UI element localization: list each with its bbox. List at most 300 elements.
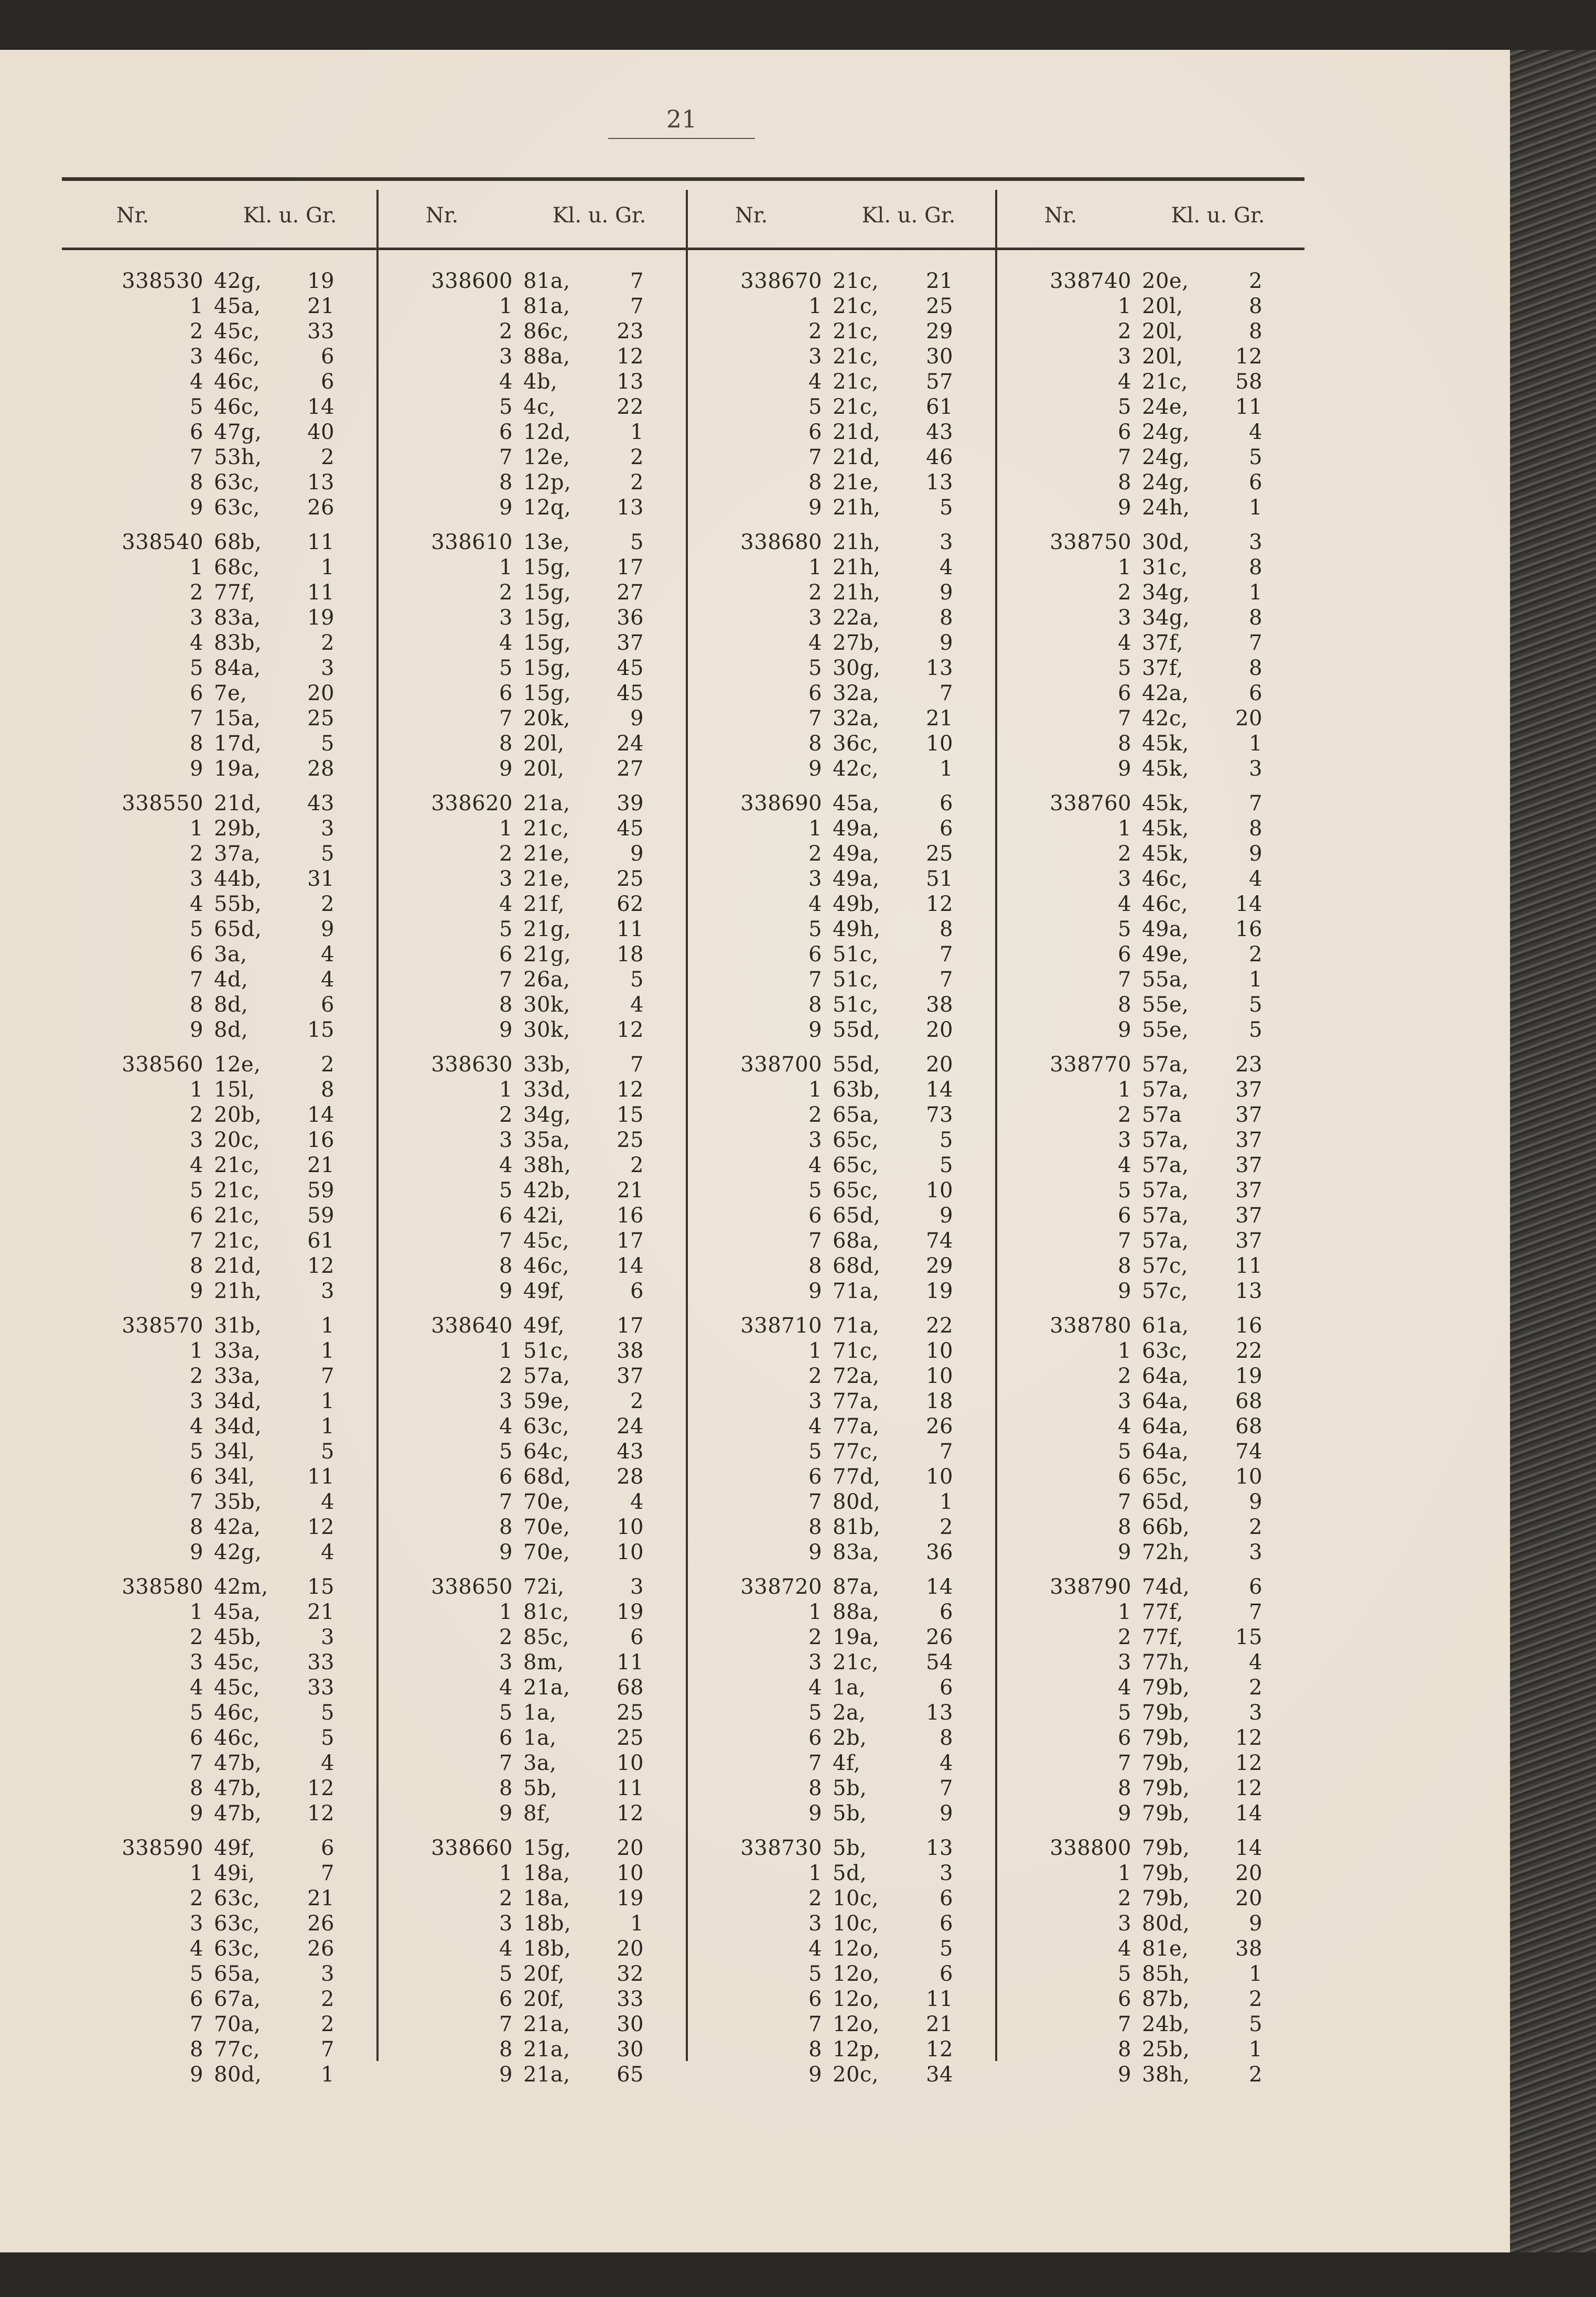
gr-cell: 43 <box>617 1440 644 1464</box>
table-row <box>371 756 681 781</box>
kl-cell: 12o, <box>833 1962 880 1986</box>
kl-cell: 46c, <box>214 345 261 369</box>
table-row <box>681 1540 990 1565</box>
kl-cell: 15g, <box>523 555 571 579</box>
nr-cell: 3 <box>1118 345 1131 369</box>
table-row <box>681 1439 990 1464</box>
nr-cell: 9 <box>1118 757 1131 781</box>
gr-cell: 45 <box>617 681 644 705</box>
gr-cell: 6 <box>940 1886 953 1910</box>
table-row <box>371 1861 681 1886</box>
gr-cell: 26 <box>926 1414 953 1439</box>
kl-cell: 65c, <box>833 1128 879 1152</box>
table-row <box>371 1725 681 1751</box>
gr-cell: 11 <box>617 1650 644 1675</box>
gr-cell: 9 <box>321 917 335 941</box>
kl-cell: 77c, <box>214 2037 261 2062</box>
gr-cell: 34 <box>926 2063 953 2087</box>
kl-cell: 77f, <box>1142 1600 1183 1624</box>
kl-cell: 5b, <box>523 1776 558 1800</box>
kl-cell: 46c, <box>214 370 261 394</box>
nr-cell: 9 <box>190 757 203 781</box>
table-row <box>681 445 990 470</box>
nr-cell: 338720 <box>740 1575 822 1599</box>
nr-cell: 4 <box>499 1414 513 1439</box>
table-row <box>681 1128 990 1153</box>
kl-cell: 88a, <box>523 345 570 369</box>
kl-cell: 21c, <box>833 370 879 394</box>
kl-cell: 55a, <box>1142 968 1189 992</box>
gr-cell: 20 <box>617 1937 644 1961</box>
gr-cell: 38 <box>926 993 953 1017</box>
gr-cell: 6 <box>940 1600 953 1624</box>
nr-cell: 7 <box>190 706 203 731</box>
table-row <box>62 967 371 992</box>
gr-cell: 8 <box>940 917 953 941</box>
gr-cell: 22 <box>926 1314 953 1338</box>
kl-cell: 20l, <box>1142 294 1183 318</box>
kl-cell: 18b, <box>523 1937 571 1961</box>
gr-cell: 12 <box>926 2037 953 2062</box>
kl-cell: 21e, <box>833 470 880 495</box>
kl-cell: 21c, <box>214 1178 261 1203</box>
nr-cell: 8 <box>190 470 203 495</box>
table-row <box>681 1574 990 1600</box>
kl-cell: 42b, <box>523 1178 571 1203</box>
table-row <box>990 2012 1299 2037</box>
nr-cell: 338620 <box>431 791 513 815</box>
kl-cell: 49b, <box>833 892 881 916</box>
table-row <box>62 1911 371 1936</box>
gr-cell: 21 <box>926 2012 953 2036</box>
table-row <box>990 841 1299 866</box>
nr-cell: 2 <box>808 581 822 605</box>
table-row <box>371 1077 681 1102</box>
page-number: 21 <box>666 105 697 133</box>
table-row <box>371 1886 681 1911</box>
nr-cell: 6 <box>808 1204 822 1228</box>
gr-cell: 4 <box>1249 1650 1263 1675</box>
nr-cell: 3 <box>190 1912 203 1936</box>
table-row <box>681 1650 990 1675</box>
gr-cell: 4 <box>321 1751 335 1775</box>
gr-cell: 36 <box>926 1540 953 1564</box>
nr-cell: 6 <box>499 1465 513 1489</box>
kl-cell: 72h, <box>1142 1540 1190 1564</box>
nr-cell: 1 <box>1118 1078 1131 1102</box>
gr-cell: 73 <box>926 1103 953 1127</box>
gr-cell: 12 <box>307 1254 335 1278</box>
gr-cell: 6 <box>1249 681 1263 705</box>
nr-cell: 7 <box>808 2012 822 2036</box>
kl-cell: 86c, <box>523 319 570 344</box>
nr-cell: 7 <box>1118 2012 1131 2036</box>
table-row <box>371 706 681 731</box>
table-row <box>62 319 371 344</box>
nr-cell: 4 <box>808 631 822 655</box>
nr-cell: 5 <box>1118 917 1131 941</box>
nr-cell: 2 <box>1118 1625 1131 1649</box>
gr-cell: 37 <box>1235 1229 1263 1253</box>
gr-cell: 36 <box>617 606 644 630</box>
kl-cell: 33a, <box>214 1339 261 1363</box>
gr-cell: 1 <box>630 1912 644 1936</box>
gr-cell: 2 <box>630 445 644 469</box>
table-row <box>371 2062 681 2087</box>
nr-cell: 6 <box>190 420 203 444</box>
table-row <box>990 630 1299 656</box>
table-row <box>990 580 1299 605</box>
header-nr: Nr. <box>116 203 149 228</box>
table-row <box>62 1464 371 1489</box>
nr-cell: 5 <box>808 917 822 941</box>
nr-cell: 9 <box>808 1279 822 1303</box>
table-row <box>371 992 681 1017</box>
table-row <box>681 394 990 420</box>
nr-cell: 4 <box>808 1937 822 1961</box>
gr-cell: 5 <box>321 1726 335 1750</box>
kl-cell: 68d, <box>523 1465 571 1489</box>
gr-cell: 6 <box>940 1962 953 1986</box>
nr-cell: 1 <box>808 817 822 841</box>
gr-cell: 30 <box>926 345 953 369</box>
gr-cell: 20 <box>1235 1861 1263 1885</box>
kl-cell: 57a, <box>1142 1153 1189 1177</box>
nr-cell: 4 <box>499 370 513 394</box>
kl-cell: 21c, <box>833 319 879 344</box>
kl-cell: 19a, <box>214 757 261 781</box>
gr-cell: 9 <box>940 1204 953 1228</box>
kl-cell: 21d, <box>833 445 881 469</box>
kl-cell: 47b, <box>214 1801 262 1826</box>
kl-cell: 21g, <box>523 942 571 967</box>
kl-cell: 71a, <box>833 1314 880 1338</box>
gr-cell: 13 <box>926 1701 953 1725</box>
table-row <box>990 1776 1299 1801</box>
kl-cell: 55b, <box>214 892 262 916</box>
nr-cell: 7 <box>808 706 822 731</box>
nr-cell: 338590 <box>122 1836 203 1860</box>
table-row <box>990 992 1299 1017</box>
kl-cell: 32a, <box>833 706 880 731</box>
gr-cell: 10 <box>617 1751 644 1775</box>
gr-cell: 5 <box>940 496 953 520</box>
kl-cell: 47b, <box>214 1751 262 1775</box>
table-row <box>62 394 371 420</box>
gr-cell: 33 <box>307 319 335 344</box>
nr-cell: 8 <box>1118 732 1131 756</box>
gr-cell: 10 <box>926 1339 953 1363</box>
table-row <box>681 530 990 555</box>
gr-cell: 8 <box>940 1726 953 1750</box>
gr-cell: 19 <box>926 1279 953 1303</box>
nr-cell: 9 <box>190 1540 203 1564</box>
table-row <box>681 942 990 967</box>
table-row <box>681 1178 990 1203</box>
table-block <box>681 190 990 2087</box>
kl-cell: 45k, <box>1142 842 1189 866</box>
gr-cell: 2 <box>321 1987 335 2011</box>
kl-cell: 21c, <box>833 269 879 293</box>
table-row <box>681 269 990 294</box>
kl-cell: 64a, <box>1142 1414 1189 1439</box>
header-kl: Kl. u. Gr. <box>1171 203 1265 228</box>
nr-cell: 4 <box>190 892 203 916</box>
nr-cell: 1 <box>190 1861 203 1885</box>
gr-cell: 62 <box>617 892 644 916</box>
table-row <box>62 1936 371 1961</box>
gr-cell: 10 <box>1235 1465 1263 1489</box>
gr-cell: 27 <box>617 581 644 605</box>
nr-cell: 1 <box>1118 1339 1131 1363</box>
nr-cell: 5 <box>190 656 203 680</box>
kl-cell: 61a, <box>1142 1314 1189 1338</box>
kl-cell: 12e, <box>523 445 570 469</box>
table-row <box>371 942 681 967</box>
table-row <box>681 1675 990 1700</box>
header-kl: Kl. u. Gr. <box>552 203 646 228</box>
table-row <box>371 917 681 942</box>
kl-cell: 80d, <box>1142 1912 1190 1936</box>
nr-cell: 2 <box>1118 1364 1131 1388</box>
kl-cell: 77f, <box>1142 1625 1183 1649</box>
gr-cell: 6 <box>1249 1575 1263 1599</box>
nr-cell: 5 <box>190 395 203 419</box>
kl-cell: 21h, <box>833 496 881 520</box>
gr-cell: 22 <box>617 395 644 419</box>
nr-cell: 338610 <box>431 530 513 554</box>
table-row <box>62 1600 371 1625</box>
kl-cell: 51c, <box>523 1339 570 1363</box>
kl-cell: 77d, <box>833 1465 881 1489</box>
nr-cell: 7 <box>1118 1751 1131 1775</box>
kl-cell: 1a, <box>523 1726 557 1750</box>
table-block <box>62 190 371 2087</box>
table-row <box>62 1625 371 1650</box>
gr-cell: 4 <box>630 1490 644 1514</box>
gr-cell: 6 <box>630 1279 644 1303</box>
table-row <box>681 706 990 731</box>
kl-cell: 88a, <box>833 1600 880 1624</box>
kl-cell: 5b, <box>833 1801 867 1826</box>
gr-cell: 24 <box>617 732 644 756</box>
gr-cell: 1 <box>321 1414 335 1439</box>
gr-cell: 68 <box>1235 1414 1263 1439</box>
nr-cell: 5 <box>1118 1701 1131 1725</box>
gr-cell: 2 <box>1249 942 1263 967</box>
kl-cell: 70a, <box>214 2012 261 2036</box>
nr-cell: 9 <box>499 1018 513 1042</box>
gr-cell: 4 <box>1249 420 1263 444</box>
kl-cell: 21c, <box>1142 370 1189 394</box>
nr-cell: 4 <box>808 1153 822 1177</box>
table-row <box>62 731 371 756</box>
nr-cell: 3 <box>808 1650 822 1675</box>
nr-cell: 8 <box>1118 1254 1131 1278</box>
nr-cell: 3 <box>808 1128 822 1152</box>
gr-cell: 16 <box>1235 917 1263 941</box>
gr-cell: 2 <box>1249 269 1263 293</box>
kl-cell: 21h, <box>833 581 881 605</box>
nr-cell: 6 <box>1118 1204 1131 1228</box>
gr-cell: 12 <box>617 1018 644 1042</box>
kl-cell: 83a, <box>833 1540 880 1564</box>
gr-cell: 65 <box>617 2063 644 2087</box>
gr-cell: 3 <box>321 817 335 841</box>
nr-cell: 4 <box>499 631 513 655</box>
gr-cell: 4 <box>630 993 644 1017</box>
kl-cell: 15g, <box>523 656 571 680</box>
nr-cell: 8 <box>1118 1515 1131 1539</box>
kl-cell: 47g, <box>214 420 262 444</box>
kl-cell: 42m, <box>214 1575 268 1599</box>
gr-cell: 5 <box>630 530 644 554</box>
table-row <box>62 841 371 866</box>
nr-cell: 2 <box>499 1886 513 1910</box>
gr-cell: 4 <box>321 1490 335 1514</box>
table-row <box>62 1836 371 1861</box>
gr-cell: 8 <box>940 606 953 630</box>
table-row <box>62 1861 371 1886</box>
nr-cell: 5 <box>499 656 513 680</box>
nr-cell: 8 <box>499 2037 513 2062</box>
table-row <box>681 2012 990 2037</box>
kl-cell: 70e, <box>523 1515 570 1539</box>
kl-cell: 46c, <box>214 395 261 419</box>
table-row <box>990 892 1299 917</box>
nr-cell: 5 <box>808 1962 822 1986</box>
nr-cell: 6 <box>808 1987 822 2011</box>
gr-cell: 59 <box>307 1204 335 1228</box>
nr-cell: 8 <box>1118 993 1131 1017</box>
nr-cell: 1 <box>1118 1600 1131 1624</box>
nr-cell: 9 <box>808 2063 822 2087</box>
kl-cell: 79b, <box>1142 1676 1190 1700</box>
table-row <box>62 1228 371 1253</box>
kl-cell: 33b, <box>523 1053 571 1077</box>
gr-cell: 14 <box>617 1254 644 1278</box>
gr-cell: 37 <box>617 1364 644 1388</box>
nr-cell: 338750 <box>1050 530 1131 554</box>
table-row <box>371 681 681 706</box>
table-row <box>990 1886 1299 1911</box>
gr-cell: 19 <box>1235 1364 1263 1388</box>
kl-cell: 8d, <box>214 1018 249 1042</box>
table-row <box>990 1052 1299 1077</box>
table-row <box>62 1961 371 1987</box>
nr-cell: 1 <box>808 1861 822 1885</box>
table-row <box>62 756 371 781</box>
gr-cell: 11 <box>1235 1254 1263 1278</box>
gr-cell: 54 <box>926 1650 953 1675</box>
kl-cell: 8d, <box>214 993 249 1017</box>
gr-cell: 11 <box>307 581 335 605</box>
nr-cell: 4 <box>1118 1676 1131 1700</box>
table-row <box>681 791 990 816</box>
gr-cell: 29 <box>926 319 953 344</box>
table-row <box>990 1279 1299 1304</box>
gr-cell: 68 <box>1235 1389 1263 1413</box>
table-row <box>62 1414 371 1439</box>
kl-cell: 38h, <box>1142 2063 1190 2087</box>
kl-cell: 45c, <box>214 319 261 344</box>
table-row <box>371 555 681 580</box>
gr-cell: 5 <box>940 1937 953 1961</box>
table-row <box>371 731 681 756</box>
gr-cell: 68 <box>617 1676 644 1700</box>
nr-cell: 1 <box>808 294 822 318</box>
gr-cell: 61 <box>307 1229 335 1253</box>
kl-cell: 53h, <box>214 445 262 469</box>
table-row <box>990 2037 1299 2062</box>
kl-cell: 57a, <box>523 1364 570 1388</box>
gr-cell: 26 <box>307 1937 335 1961</box>
gr-cell: 6 <box>940 1676 953 1700</box>
table-row <box>62 1987 371 2012</box>
kl-cell: 46c, <box>1142 892 1189 916</box>
kl-cell: 8m, <box>523 1650 564 1675</box>
table-row <box>990 605 1299 630</box>
table-row <box>371 530 681 555</box>
kl-cell: 45a, <box>214 1600 261 1624</box>
nr-cell: 8 <box>190 1254 203 1278</box>
gr-cell: 1 <box>1249 581 1263 605</box>
table-row <box>371 470 681 495</box>
table-row <box>681 1253 990 1279</box>
kl-cell: 21a, <box>523 791 570 815</box>
gr-cell: 32 <box>617 1962 644 1986</box>
kl-cell: 21c, <box>214 1229 261 1253</box>
kl-cell: 38h, <box>523 1153 571 1177</box>
table-row <box>62 1203 371 1228</box>
gr-cell: 2 <box>1249 2063 1263 2087</box>
table-row <box>62 605 371 630</box>
table-row <box>62 892 371 917</box>
nr-cell: 338640 <box>431 1314 513 1338</box>
gr-cell: 7 <box>940 942 953 967</box>
table-row <box>371 369 681 394</box>
nr-cell: 6 <box>808 942 822 967</box>
gr-cell: 15 <box>617 1103 644 1127</box>
nr-cell: 6 <box>808 1726 822 1750</box>
nr-cell: 8 <box>808 732 822 756</box>
nr-cell: 6 <box>190 1465 203 1489</box>
kl-cell: 7e, <box>214 681 247 705</box>
nr-cell: 8 <box>808 1776 822 1800</box>
nr-cell: 3 <box>808 867 822 891</box>
gr-cell: 9 <box>1249 842 1263 866</box>
gr-cell: 2 <box>1249 1676 1263 1700</box>
gr-cell: 11 <box>617 917 644 941</box>
nr-cell: 9 <box>1118 1018 1131 1042</box>
table-header <box>371 190 681 248</box>
gr-cell: 2 <box>321 1053 335 1077</box>
table-row <box>990 1540 1299 1565</box>
table-row <box>681 1751 990 1776</box>
nr-cell: 338560 <box>122 1053 203 1077</box>
kl-cell: 45c, <box>523 1229 570 1253</box>
nr-cell: 5 <box>808 1440 822 1464</box>
nr-cell: 8 <box>499 1515 513 1539</box>
nr-cell: 338660 <box>431 1836 513 1860</box>
kl-cell: 57a, <box>1142 1204 1189 1228</box>
nr-cell: 2 <box>1118 1103 1131 1127</box>
table-row <box>990 656 1299 681</box>
nr-cell: 3 <box>499 1389 513 1413</box>
kl-cell: 21c, <box>214 1204 261 1228</box>
table-row <box>681 1836 990 1861</box>
table-row <box>62 1675 371 1700</box>
